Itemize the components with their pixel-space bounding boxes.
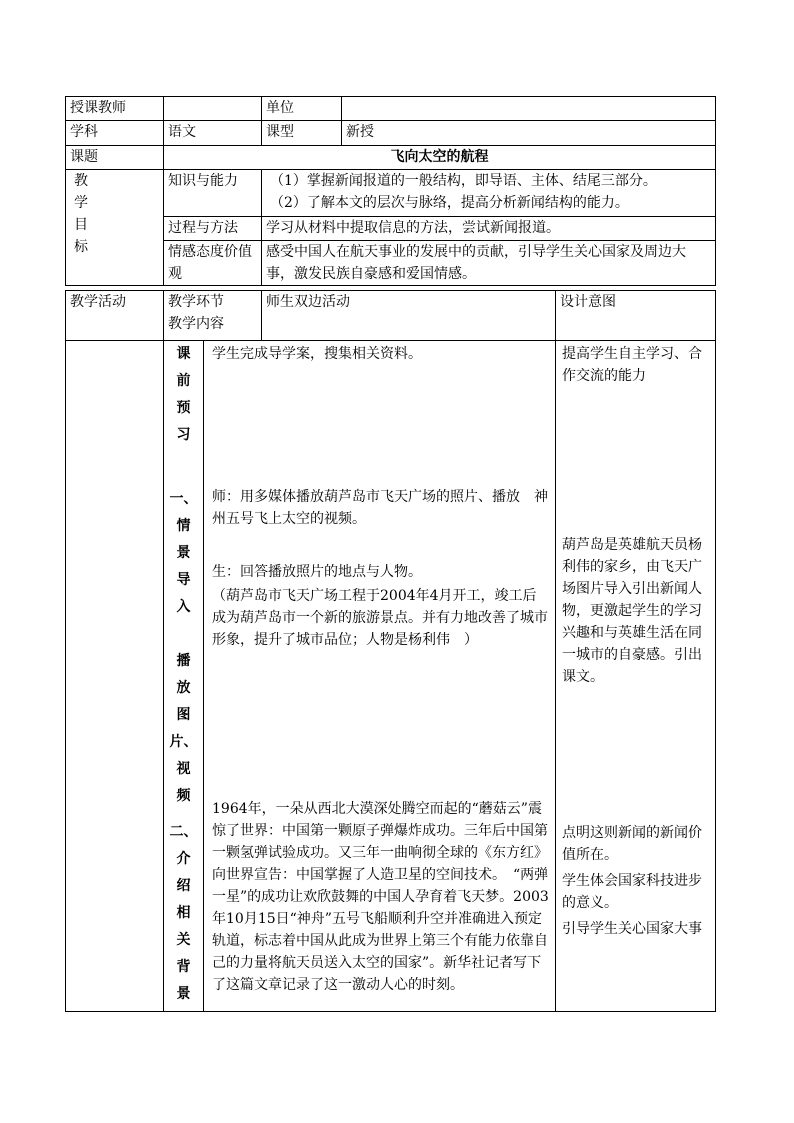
lesson-info-table bbox=[65, 96, 716, 286]
stage-char: 介 bbox=[176, 851, 191, 867]
background-intent-2: 学生体会国家科技进步的意义。 bbox=[562, 873, 702, 911]
intro-teacher-activity: 师：用多媒体播放葫芦岛市飞天广场的照片、播放 神州五号飞上太空的视频。 bbox=[212, 489, 548, 527]
emotion-label: 情感态度价值观 bbox=[164, 241, 262, 286]
stage-char: 景 bbox=[176, 545, 191, 561]
stage-char: 导 bbox=[176, 572, 191, 588]
topic-title: 飞向太空的航程 bbox=[164, 146, 716, 170]
background-intent-1: 点明这则新闻的新闻价值所在。 bbox=[562, 825, 702, 863]
activity-table bbox=[65, 290, 716, 1012]
intro-student-activity: 生：回答播放照片的地点与人物。 bbox=[212, 564, 422, 580]
topic-label: 课题 bbox=[66, 146, 164, 170]
interaction-header: 师生双边活动 bbox=[262, 291, 556, 341]
subject-value: 语文 bbox=[164, 121, 262, 146]
content-label: 教学内容 bbox=[168, 316, 224, 332]
stage-char: 课 bbox=[176, 346, 191, 362]
stage-gap bbox=[164, 621, 203, 648]
stage-header bbox=[164, 291, 262, 341]
goals-label bbox=[66, 170, 164, 286]
stage-column bbox=[164, 341, 204, 1012]
intro-note: （葫芦岛市飞天广场工程于2004年4月开工，竣工后成为葫芦岛市一个新的旅游景点。并有力地改善了城市形象，提升了城市品位；人物是杨利伟 ） bbox=[212, 588, 548, 648]
background-activity: 1964年，一朵从西北大漠深处腾空而起的“蘑菇云”震惊了世界：中国第一颗原子弹爆炸成功。三年后中国第一颗氢弹试验成功。又三年一曲响彻全球的《东方红》向世界宣告：中国掌握了人造卫星的空间技术。 “两弹一星”的成功让欢欣鼓舞的中国人孕育着飞天梦。2003年10月15日“神舟”五号飞船顺利升空并准确进入预定轨道，标志着中国从此成为世界上第三个有能力依靠自己的力量将航天员送入太空的国家”。新华社记者写下了这篇文章记录了这一激动人心的时刻。 bbox=[212, 801, 549, 993]
activity-label: 教学活动 bbox=[66, 291, 164, 341]
unit-label: 单位 bbox=[262, 97, 342, 121]
stage-char: 一、 bbox=[169, 491, 198, 507]
type-value: 新授 bbox=[342, 121, 716, 146]
knowledge-label: 知识与能力 bbox=[164, 170, 262, 217]
preview-intent: 提高学生自主学习、合作交流的能力 bbox=[562, 346, 702, 384]
stage-char: 背 bbox=[176, 959, 191, 975]
unit-value bbox=[342, 97, 716, 121]
stage-char: 相 bbox=[176, 905, 191, 921]
stage-label: 教学环节 bbox=[168, 294, 224, 310]
goals-label-char: 学 bbox=[74, 195, 88, 211]
stage-char: 习 bbox=[176, 427, 191, 443]
goals-label-char: 标 bbox=[74, 239, 88, 255]
stage-char: 片、 bbox=[169, 734, 198, 750]
goals-label-char: 教 bbox=[74, 173, 88, 189]
process-content: 学习从材料中提取信息的方法，尝试新闻报道。 bbox=[262, 217, 716, 241]
knowledge-line: （2）了解本文的层次与脉络，提高分析新闻结构的能力。 bbox=[270, 195, 629, 211]
stage-char: 放 bbox=[176, 680, 191, 696]
preview-stage bbox=[164, 341, 203, 449]
intro-intent: 葫芦岛是英雄航天员杨利伟的家乡，由飞天广场图片导入引出新闻人物，更激起学生的学习兴趣和与英雄生活在同一城市的自豪感。引出课文。 bbox=[562, 537, 702, 685]
preview-activity: 学生完成导学案，搜集相关资料。 bbox=[212, 346, 422, 362]
activity-blank-cell bbox=[66, 341, 164, 1012]
process-label: 过程与方法 bbox=[164, 217, 262, 241]
stage-char: 频 bbox=[176, 788, 191, 804]
stage-char: 入 bbox=[176, 599, 191, 615]
background-stage bbox=[164, 819, 203, 1008]
intent-header: 设计意图 bbox=[556, 291, 716, 341]
stage-char: 绍 bbox=[176, 878, 191, 894]
stage-char: 预 bbox=[176, 400, 191, 416]
stage-char: 前 bbox=[176, 373, 191, 389]
teacher-label: 授课教师 bbox=[66, 97, 164, 121]
stage-char: 视 bbox=[176, 761, 191, 777]
intro-stage bbox=[164, 486, 203, 810]
goals-label-char: 目 bbox=[74, 217, 88, 233]
stage-char: 图 bbox=[176, 707, 191, 723]
emotion-content: 感受中国人在航天事业的发展中的贡献，引导学生关心国家及周边大事，激发民族自豪感和爱国情感。 bbox=[262, 241, 716, 286]
subject-label: 学科 bbox=[66, 121, 164, 146]
intent-column bbox=[556, 341, 716, 1012]
stage-char: 情 bbox=[176, 518, 191, 534]
stage-char: 播 bbox=[176, 653, 191, 669]
type-label: 课型 bbox=[262, 121, 342, 146]
stage-char: 景 bbox=[176, 986, 191, 1002]
background-intent-3: 引导学生关心国家大事 bbox=[562, 921, 702, 937]
teacher-value bbox=[164, 97, 262, 121]
stage-char: 关 bbox=[176, 932, 191, 948]
knowledge-content bbox=[262, 170, 716, 217]
stage-char: 二、 bbox=[169, 824, 198, 840]
interaction-column bbox=[204, 341, 556, 1012]
knowledge-line: （1）掌握新闻报道的一般结构，即导语、主体、结尾三部分。 bbox=[270, 173, 657, 189]
